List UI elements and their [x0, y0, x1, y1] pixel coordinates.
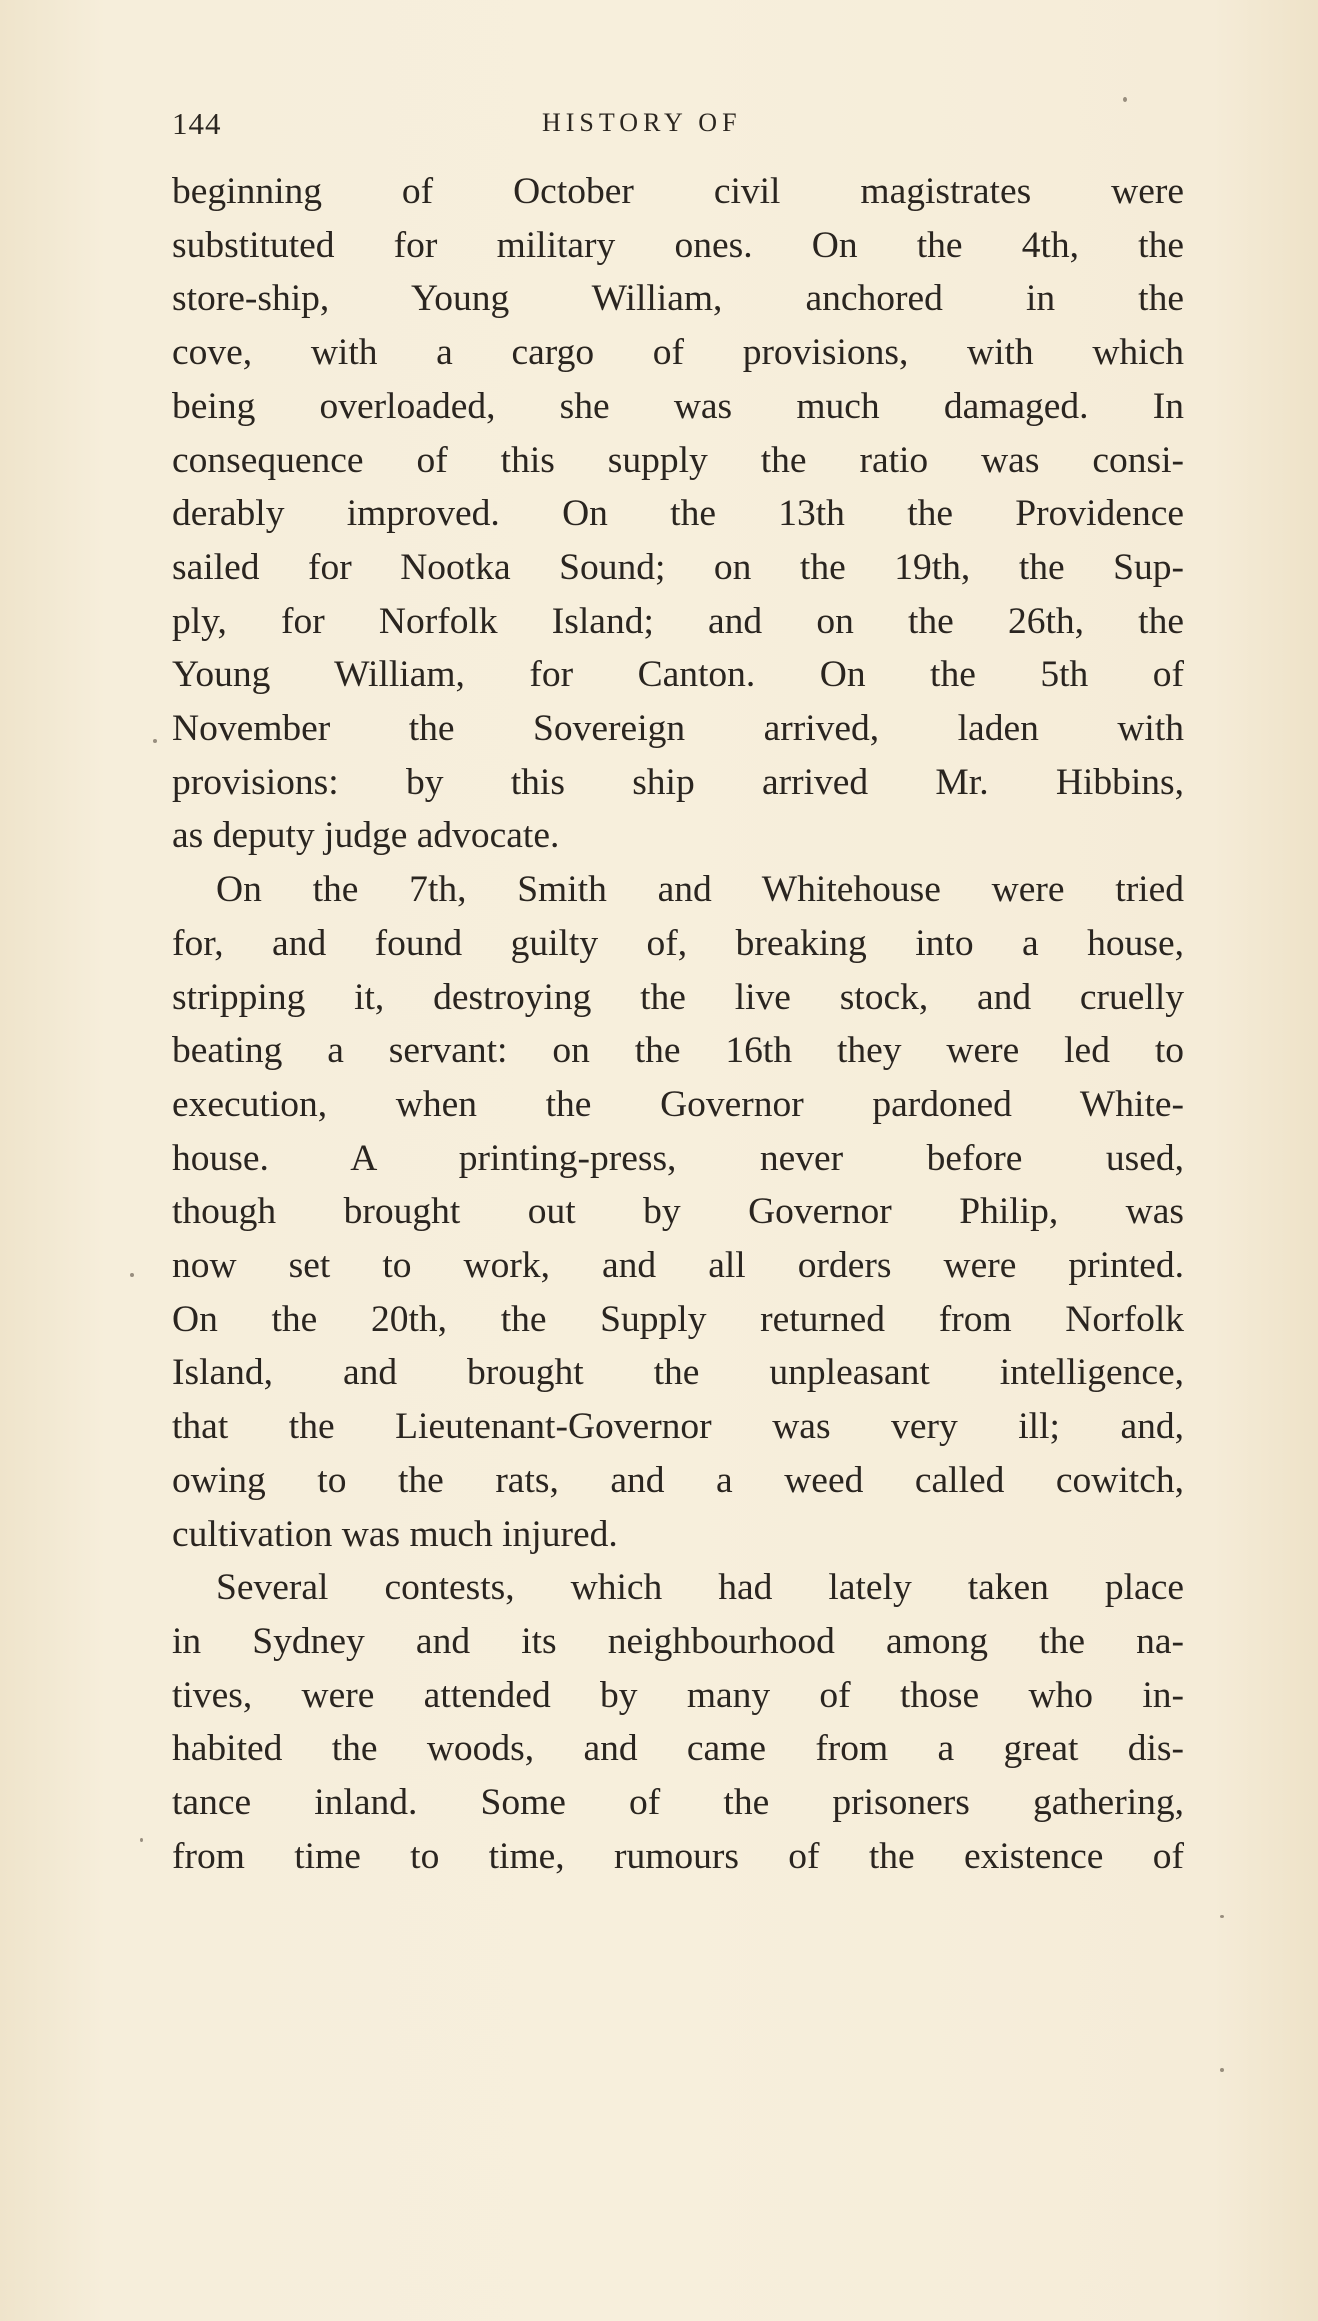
text-line: sailed for Nootka Sound; on the 19th, the Sup- — [172, 546, 1184, 588]
text-line: substituted for military ones. On the 4th, the — [172, 224, 1184, 266]
text-line: owing to the rats, and a weed called cowitch, — [172, 1459, 1184, 1501]
text-line: in Sydney and its neighbourhood among the na- — [172, 1620, 1184, 1662]
text-line: cove, with a cargo of provisions, with which — [172, 332, 1184, 374]
ink-speck — [1220, 2068, 1224, 2072]
text-line: November the Sovereign arrived, laden with — [172, 708, 1184, 750]
text-line: that the Lieutenant-Governor was very ill; and, — [172, 1406, 1184, 1448]
text-line: now set to work, and all orders were printed. — [172, 1245, 1184, 1287]
text-line: On the 20th, the Supply returned from Norfolk — [172, 1298, 1184, 1340]
ink-speck — [1220, 1915, 1224, 1918]
text-line: Young William, for Canton. On the 5th of — [172, 654, 1184, 696]
ink-speck — [140, 1838, 143, 1842]
text-line: though brought out by Governor Philip, was — [172, 1191, 1184, 1233]
text-line: tance inland. Some of the prisoners gathering, — [172, 1782, 1184, 1824]
text-line: provisions: by this ship arrived Mr. Hibbins, — [172, 761, 1184, 803]
text-line: On the 7th, Smith and Whitehouse were tried — [216, 869, 1184, 911]
text-line: house. A printing-press, never before used, — [172, 1137, 1184, 1179]
text-line: derably improved. On the 13th the Providence — [172, 493, 1184, 535]
page-header — [172, 106, 1172, 146]
text-line: as deputy judge advocate. — [172, 815, 560, 857]
body-text — [172, 165, 1184, 1884]
ink-speck — [153, 739, 157, 743]
page-number: 144 — [172, 106, 222, 141]
text-line: stripping it, destroying the live stock, and cruelly — [172, 976, 1184, 1018]
text-line: tives, were attended by many of those who in- — [172, 1674, 1184, 1716]
text-line: Several contests, which had lately taken place — [216, 1567, 1184, 1609]
text-line: for, and found guilty of, breaking into a house, — [172, 922, 1184, 964]
text-line: execution, when the Governor pardoned White- — [172, 1083, 1184, 1125]
text-line: habited the woods, and came from a great dis- — [172, 1728, 1184, 1770]
text-line: beating a servant: on the 16th they were led to — [172, 1030, 1184, 1072]
ink-speck — [130, 1273, 134, 1277]
text-line: being overloaded, she was much damaged. In — [172, 385, 1184, 427]
ink-speck — [1123, 97, 1127, 102]
text-line: cultivation was much injured. — [172, 1513, 618, 1555]
text-line: from time to time, rumours of the existence of — [172, 1835, 1184, 1877]
running-head: HISTORY OF — [542, 108, 742, 137]
text-line: beginning of October civil magistrates were — [172, 171, 1184, 212]
text-line: Island, and brought the unpleasant intelligence, — [172, 1352, 1184, 1394]
text-line: ply, for Norfolk Island; and on the 26th, the — [172, 600, 1184, 642]
text-line: store-ship, Young William, anchored in the — [172, 278, 1184, 320]
text-line: consequence of this supply the ratio was consi- — [172, 439, 1184, 481]
